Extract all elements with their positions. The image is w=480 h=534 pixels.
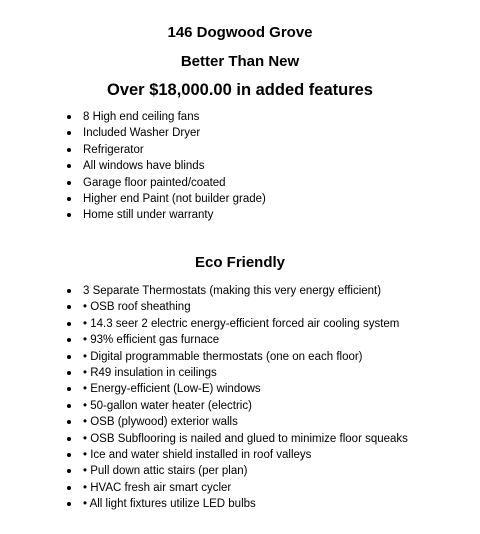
list-item: • 14.3 seer 2 electric energy-efficient forced air cooling system [0,316,408,332]
list-item: • R49 insulation in ceilings [0,365,408,381]
list-item: Refrigerator [0,142,266,158]
property-address: 146 Dogwood Grove [167,24,313,41]
list-item: Higher end Paint (not builder grade) [0,191,266,207]
list-item: Garage floor painted/coated [0,175,266,191]
list-item: Included Washer Dryer [0,125,266,141]
list-item: • OSB (plywood) exterior walls [0,414,408,430]
eco-friendly-list [0,283,408,512]
list-item: • OSB roof sheathing [0,299,408,315]
tagline: Better Than New [180,53,300,70]
list-item: • Ice and water shield installed in roof valleys [0,447,408,463]
eco-friendly-heading: Eco Friendly [194,254,286,271]
list-item: Home still under warranty [0,207,266,223]
list-item: All windows have blinds [0,158,266,174]
added-features-list [0,109,266,224]
list-item: • Pull down attic stairs (per plan) [0,463,408,479]
list-item: • 93% efficient gas furnace [0,332,408,348]
headline: Over $18,000.00 in added features [107,81,373,99]
list-item: • OSB Subflooring is nailed and glued to minimize floor squeaks [0,431,408,447]
list-item: • All light fixtures utilize LED bulbs [0,496,408,512]
list-item: • 50-gallon water heater (electric) [0,398,408,414]
list-item: • HVAC fresh air smart cycler [0,480,408,496]
list-item: • Digital programmable thermostats (one on each floor) [0,349,408,365]
list-item: 3 Separate Thermostats (making this very energy efficient) [0,283,408,299]
list-item: • Energy-efficient (Low-E) windows [0,381,408,397]
list-item: 8 High end ceiling fans [0,109,266,125]
